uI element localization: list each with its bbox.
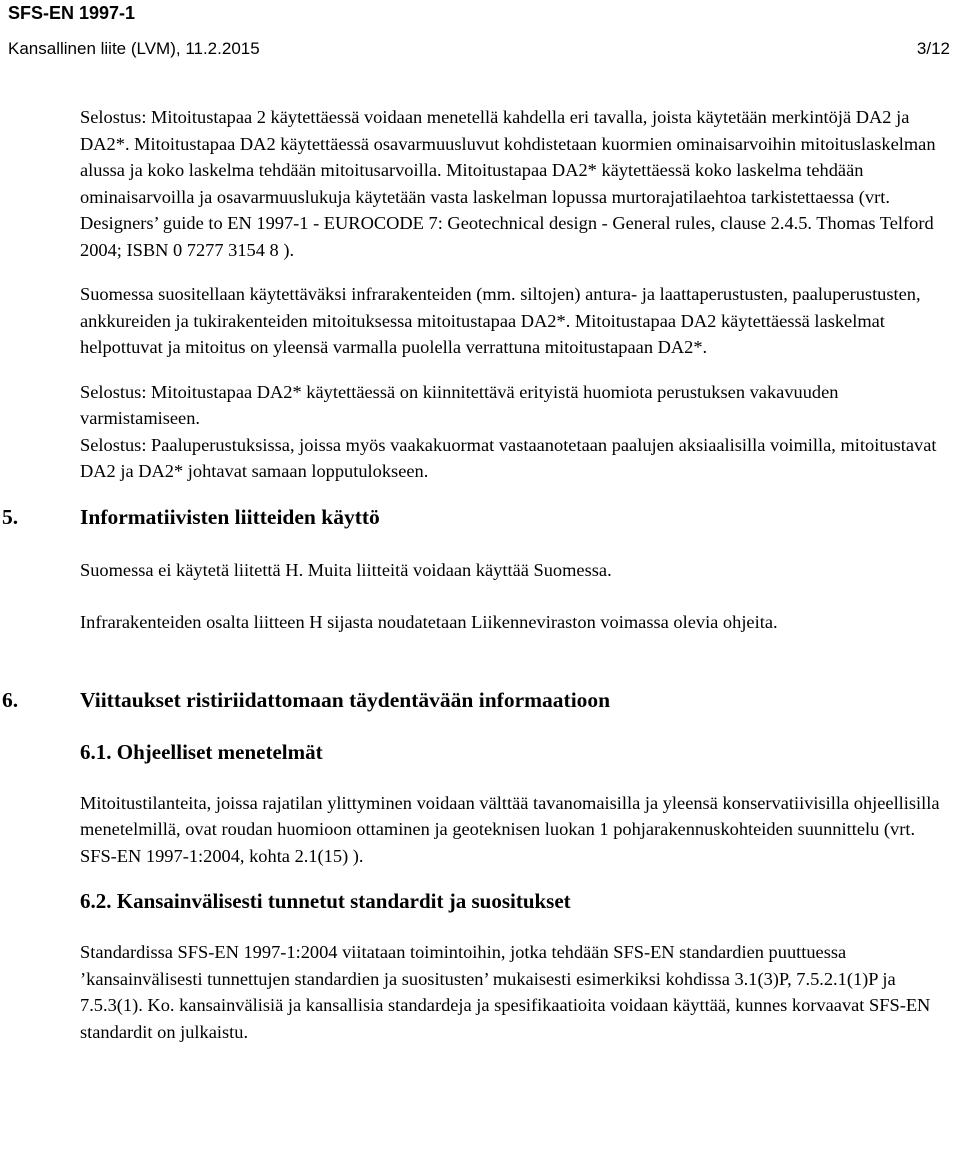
- section-5-paragraph-1: Suomessa ei käytetä liitettä H. Muita liitteitä voidaan käyttää Suomessa.: [80, 559, 612, 580]
- section-6-2-number: 6.2.: [80, 889, 112, 913]
- document-code: SFS-EN 1997-1: [8, 3, 136, 23]
- section-6-1-text: Mitoitustilanteita, joissa rajatilan ylittyminen voidaan välttää tavanomaisilla ja yleensä konservatiivisilla ohjeellisilla menetelmillä, ovat roudan huomioon ottaminen ja geoteknisen luokan 1 pohjarakennuskohteiden suunnittelu (vrt. SFS-EN 1997-1:2004, kohta 2.1(15) ).: [80, 792, 940, 866]
- recommendation-paragraph: Suomessa suositellaan käytettäväksi infrarakenteiden (mm. siltojen) antura- ja laattaperustusten, paaluperustusten, ankkureiden ja tukirakenteiden mitoituksessa mitoitustapaa DA2*. Mitoitustapaa DA2 käytettäessä laskelmat helpottuvat ja mitoitus on yleensä varmalla puolella verrattuna mitoitustapaan DA2*.: [80, 284, 921, 357]
- note-pile-foundations: Selostus: Paaluperustuksissa, joissa myös vaakakuormat vastaanotetaan paalujen aksiaalisilla voimilla, mitoitustavat DA2 ja DA2* johtavat samaan lopputulokseen.: [80, 434, 937, 481]
- section-6-1-title: Ohjeelliset menetelmät: [116, 739, 323, 764]
- section-5-paragraph-2: Infrarakenteiden osalta liitteen H sijasta noudatetaan Liikenneviraston voimassa olevia ohjeita.: [80, 612, 778, 632]
- document-body: [2, 104, 955, 1045]
- page-number: 3/12: [916, 39, 950, 58]
- section-6-1-number: 6.1.: [80, 739, 112, 764]
- section-6-2-heading: [80, 887, 955, 915]
- section-6-number: 6.: [2, 687, 19, 712]
- header-row: [8, 38, 952, 60]
- section-6-1-heading: [80, 738, 955, 766]
- section-6-heading: [2, 686, 955, 714]
- section-6-2-title: Kansainvälisesti tunnetut standardit ja suositukset: [116, 889, 571, 913]
- section-6-title: Viittaukset ristiriidattomaan täydentävään informaatioon: [80, 687, 611, 712]
- section-5-number: 5.: [2, 504, 19, 529]
- annex-title: Kansallinen liite (LVM), 11.2.2015: [8, 39, 260, 58]
- note-design-approach: Selostus: Mitoitustapaa 2 käytettäessä voidaan menetellä kahdella eri tavalla, joista käytetään merkintöjä DA2 ja DA2*. Mitoitustapaa DA2 käytettäessä osavarmuusluvut kohdistetaan kuormien ominaisarvoihin mitoituslaskelman alussa ja koko laskelma tehdään mitoitusarvoilla. Mitoitustapaa DA2* käytettäessä koko laskelma tehdään ominaisarvoilla ja osavarmuuslukuja käytetään vasta laskelman lopussa murtorajatilaehtoa tarkistettaessa (vrt. Designers’ guide to EN 1997-1 - EUROCODE 7: Geotechnical design - General rules, clause 2.4.5. Thomas Telford 2004; ISBN 0 7277 3154 8 ).: [80, 107, 936, 260]
- section-6-2-text: Standardissa SFS-EN 1997-1:2004 viitataan toimintoihin, jotka tehdään SFS-EN standardien puuttuessa ’kansainvälisesti tunnettujen standardien ja suositusten’ mukaisesti esimerkiksi kohdissa 3.1(3)P, 7.5.2.1(1)P ja 7.5.3(1). Ko. kansainvälisiä ja kansallisia standardeja ja spesifikaatioita voidaan käyttää, kunnes korvaavat SFS-EN standardit on julkaistu.: [80, 942, 931, 1042]
- section-5-title: Informatiivisten liitteiden käyttö: [80, 504, 380, 529]
- section-5-heading: [2, 503, 955, 531]
- note-stability: Selostus: Mitoitustapaa DA2* käytettäessä on kiinnitettävä erityistä huomiota perustuksen vakavuuden varmistamiseen.: [80, 381, 839, 428]
- page-header: [8, 0, 952, 60]
